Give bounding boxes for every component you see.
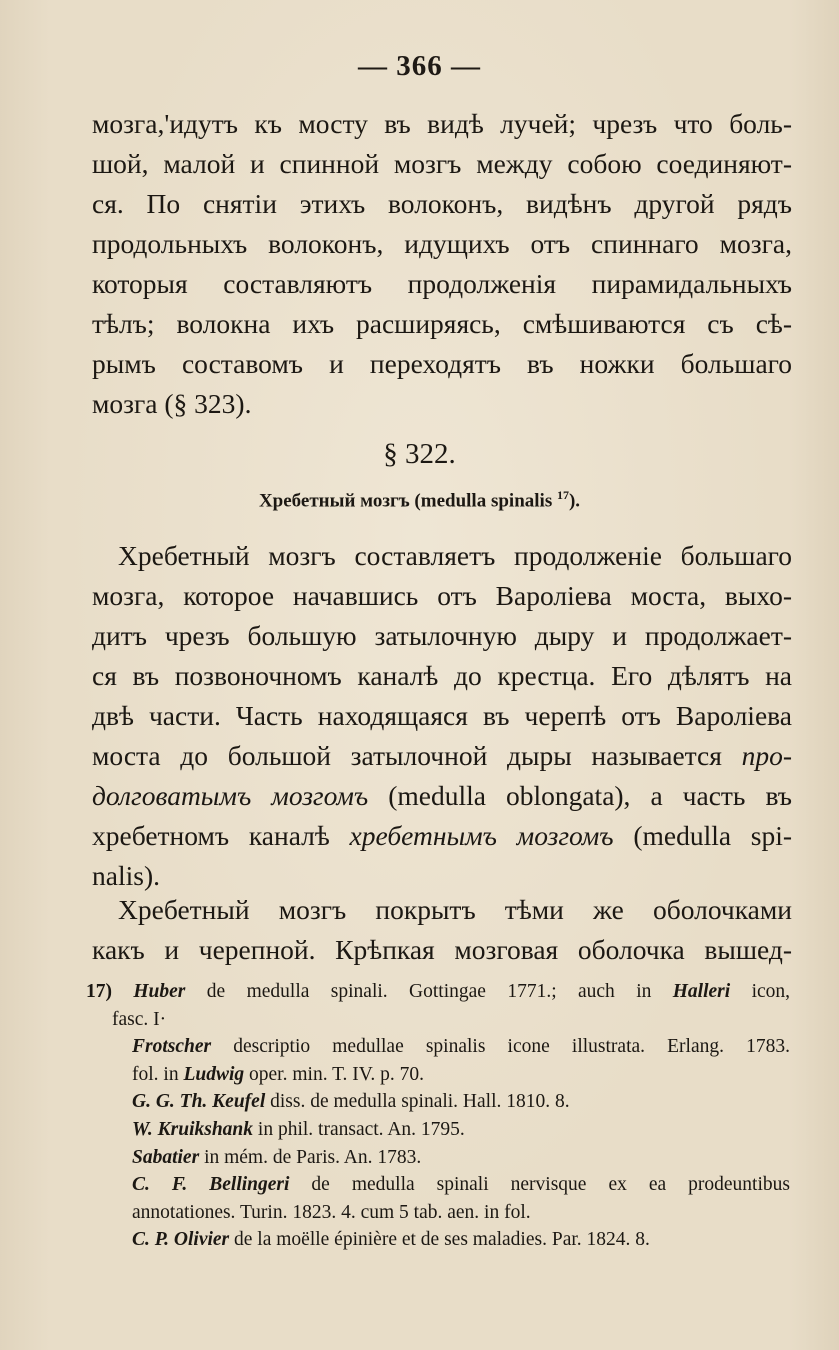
footnote-author: W. Kruikshank <box>132 1118 254 1140</box>
italic-term: хребетнымъ мозгомъ <box>349 820 614 851</box>
paragraph-membranes <box>92 890 792 970</box>
footnote-line: fasc. I· <box>112 1008 167 1030</box>
footnote-line <box>86 1033 790 1061</box>
paragraph-spinal-cord <box>92 536 792 896</box>
section-number: § 322. <box>383 438 456 470</box>
footnote-author: G. G. Th. Keufel <box>132 1091 266 1113</box>
paragraph-continuation <box>92 104 792 424</box>
footnote-line <box>86 1088 790 1116</box>
section-title <box>0 488 839 512</box>
section-title-text: Хребетный мозгъ (medulla spinalis <box>258 490 553 512</box>
text-segment: (medulla oblongata), а часть въ <box>388 780 792 811</box>
text-line: Хребетный мозгъ составляетъ продолженіе большаго <box>118 540 792 571</box>
footnote-author: C. F. Bellingeri <box>132 1174 290 1196</box>
text-line: двѣ части. Часть находящаяся въ черепѣ отъ Вароліева <box>92 700 792 731</box>
footnote-text: de medulla spinali nervisque ex ea prodeuntibus <box>311 1174 790 1196</box>
footnote-line <box>86 1116 790 1144</box>
text-line <box>92 736 792 776</box>
footnote-line <box>86 1144 790 1172</box>
footnote-author: C. P. Olivier <box>132 1229 230 1251</box>
footnote-text: in phil. transact. An. 1795. <box>257 1118 465 1140</box>
text-line: мозга,'идутъ къ мосту въ видѣ лучей; чрезъ что боль- <box>92 108 792 139</box>
page-number: — 366 — <box>358 50 481 82</box>
text-line: дитъ чрезъ большую затылочную дыру и продолжает- <box>92 620 792 651</box>
text-line: ся. По снятіи этихъ волоконъ, видѣнъ другой рядъ <box>92 188 792 219</box>
text-line: какъ и черепной. Крѣпкая мозговая оболочка вышед- <box>92 934 792 965</box>
footnote-text: in mém. de Paris. An. 1783. <box>204 1146 422 1168</box>
footnote-ref: 17 <box>556 488 569 502</box>
footnote-author: Frotscher <box>132 1036 212 1058</box>
text-line: мозга (§ 323). <box>92 388 252 419</box>
italic-term: долговатымъ мозгомъ <box>92 780 369 811</box>
footnote-line <box>86 978 790 1006</box>
footnote-text: oper. min. T. IV. p. 70. <box>249 1063 424 1085</box>
footnote-text: fol. in <box>132 1063 179 1085</box>
section-title-end: ). <box>568 490 581 512</box>
text-line <box>92 776 792 816</box>
footnote-text: de la moëlle épinière et de ses maladies. Par. 1824. 8. <box>234 1229 650 1251</box>
text-line: шой, малой и спинной мозгъ между собою соединяют- <box>92 148 792 179</box>
text-segment: (medulla spi- <box>633 820 793 851</box>
text-line: продольныхъ волоконъ, идущихъ отъ спиннаго мозга, <box>92 228 792 259</box>
footnote-author: Sabatier <box>132 1146 200 1168</box>
footnote-number: 17) <box>86 981 112 1002</box>
footnote-line: annotationes. Turin. 1823. 4. cum 5 tab. aen. in fol. <box>132 1201 531 1223</box>
italic-term: про- <box>741 740 792 771</box>
footnote-author: Halleri <box>672 981 731 1002</box>
text-segment: хребетномъ каналѣ <box>92 820 330 851</box>
text-line: nalis). <box>92 860 160 891</box>
footnote-line <box>86 1061 790 1089</box>
text-segment: моста до большой затылочной дыры называется <box>92 740 722 771</box>
footnote-text: de medulla spinali. Gottingae 1771.; auch in <box>206 981 652 1002</box>
text-line: мозга, которое начавшись отъ Вароліева моста, выхо- <box>92 580 792 611</box>
footnote-line <box>86 1226 790 1254</box>
text-line: ся въ позвоночномъ каналѣ до крестца. Его дѣлятъ на <box>92 660 792 691</box>
footnote-text: descriptio medullae spinalis icone illustrata. Erlang. 1783. <box>233 1036 790 1058</box>
footnote-line <box>86 1171 790 1199</box>
footnote-text: diss. de medulla spinali. Hall. 1810. 8. <box>270 1091 570 1113</box>
footnote-author: Ludwig <box>183 1063 245 1085</box>
footnotes <box>86 978 790 1254</box>
text-line: рымъ составомъ и переходятъ въ ножки большаго <box>92 348 792 379</box>
footnote-author: Huber <box>133 981 186 1002</box>
text-line: тѣлъ; волокна ихъ расширяясь, смѣшиваются съ сѣ- <box>92 308 792 339</box>
text-line: Хребетный мозгъ покрытъ тѣми же оболочками <box>118 894 792 925</box>
text-line <box>92 816 792 856</box>
footnote-text: icon, <box>751 981 791 1002</box>
text-line: которыя составляютъ продолженія пирамидальныхъ <box>92 268 792 299</box>
